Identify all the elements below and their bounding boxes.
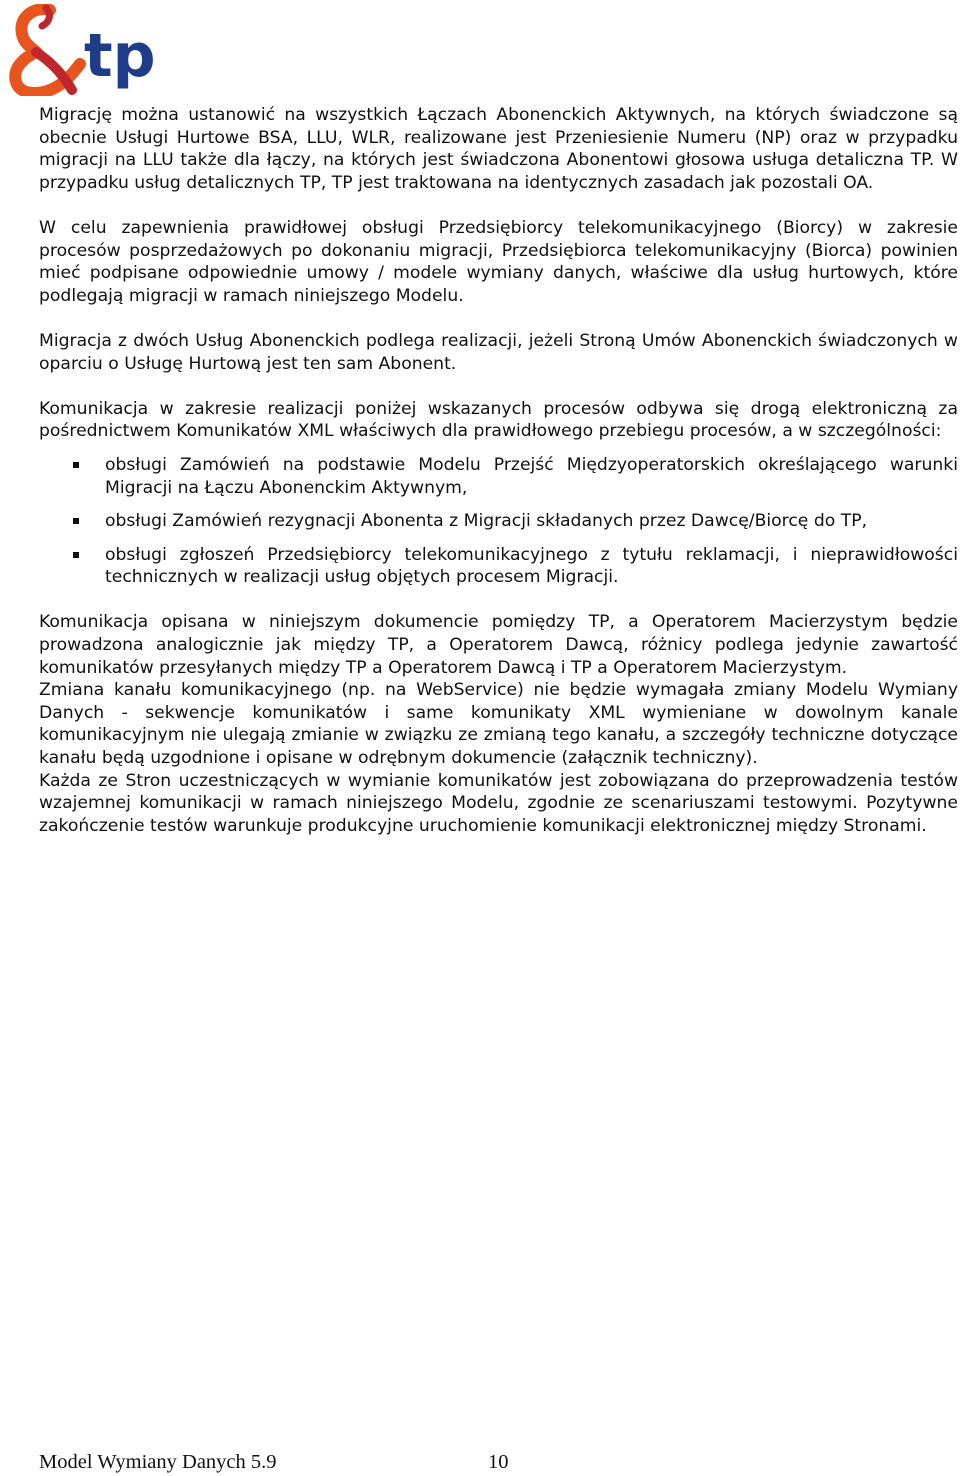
paragraph: Zmiana kanału komunikacyjnego (np. na WebService) nie będzie wymagała zmiany Modelu Wymiany Danych - sekwencje komunikatów i same komunikaty XML wymieniane w dowolnym kanale komunikacyjnym nie ulegają zmianie w związku ze zmianą tego kanału, a szczegóły techniczne dotyczące kanału będą uzgodnione i opisane w odrębnym dokumencie (załącznik techniczny). <box>39 680 958 769</box>
paragraph: W celu zapewnienia prawidłowej obsługi Przedsiębiorcy telekomunikacyjnego (Biorcy) w zakresie procesów posprzedażowych po dokonaniu migracji, Przedsiębiorca telekomunikacyjny (Biorca) powinien mieć podpisane odpowiednie umowy / modele wymiany danych, właściwe dla usług hurtowych, które podlegają migracji w ramach niniejszego Modelu. <box>39 217 958 306</box>
bullet-icon <box>73 462 79 468</box>
page-footer <box>39 1451 509 1474</box>
document-body <box>39 104 958 837</box>
bullet-icon <box>73 518 79 524</box>
footer-doc-title: Model Wymiany Danych 5.9 <box>39 1451 277 1473</box>
list-item <box>39 510 958 533</box>
list-item-text: obsługi Zamówień rezygnacji Abonenta z Migracji składanych przez Dawcę/Biorcę do TP, <box>105 511 868 532</box>
bullet-icon <box>73 552 79 558</box>
list-item <box>39 544 958 589</box>
paragraph: Każda ze Stron uczestniczących w wymianie komunikatów jest zobowiązana do przeprowadzenia testów wzajemnej komunikacji w ramach niniejszego Modelu, zgodnie ze scenariuszami testowymi. Pozytywne zakończenie testów warunkuje produkcyjne uruchomienie komunikacji elektronicznej między Stronami. <box>39 770 958 836</box>
paragraph: Komunikacja opisana w niniejszym dokumencie pomiędzy TP, a Operatorem Macierzystym będzie prowadzona analogicznie jak między TP, a Operatorem Dawcą, różnicy podlega jedynie zawartość komunikatów przesyłanych między TP a Operatorem Dawcą i TP a Operatorem Macierzystym. <box>39 612 958 678</box>
tp-logo <box>6 4 162 96</box>
tp-logo-graphic <box>6 4 162 96</box>
bullet-list <box>39 454 958 589</box>
list-item-text: obsługi zgłoszeń Przedsiębiorcy telekomunikacyjnego z tytułu reklamacji, i nieprawidłowości technicznych w realizacji usług objętych procesem Migracji. <box>105 544 958 588</box>
list-item-text: obsługi Zamówień na podstawie Modelu Przejść Międzyoperatorskich określającego warunki Migracji na Łączu Abonenckim Aktywnym, <box>105 454 958 498</box>
list-item <box>39 454 958 499</box>
paragraph: Komunikacja w zakresie realizacji poniżej wskazanych procesów odbywa się drogą elektroniczną za pośrednictwem Komunikatów XML właściwych dla prawidłowego przebiegu procesów, a w szczególności: <box>39 398 958 442</box>
paragraph: Migrację można ustanowić na wszystkich Łączach Abonenckich Aktywnych, na których świadczone są obecnie Usługi Hurtowe BSA, LLU, WLR, realizowane jest Przeniesienie Numeru (NP) oraz w przypadku migracji na LLU także dla łączy, na których jest świadczona Abonentowi głosowa usługa detaliczna TP. W przypadku usług detalicznych TP, TP jest traktowana na identycznych zasadach jak pozostali OA. <box>39 105 958 193</box>
page-number: 10 <box>488 1451 509 1473</box>
logo-text: tp <box>84 21 156 91</box>
paragraph: Migracja z dwóch Usług Abonenckich podlega realizacji, jeżeli Stroną Umów Abonenckich świadczonych w oparciu o Usługę Hurtową jest ten sam Abonent. <box>39 330 958 374</box>
